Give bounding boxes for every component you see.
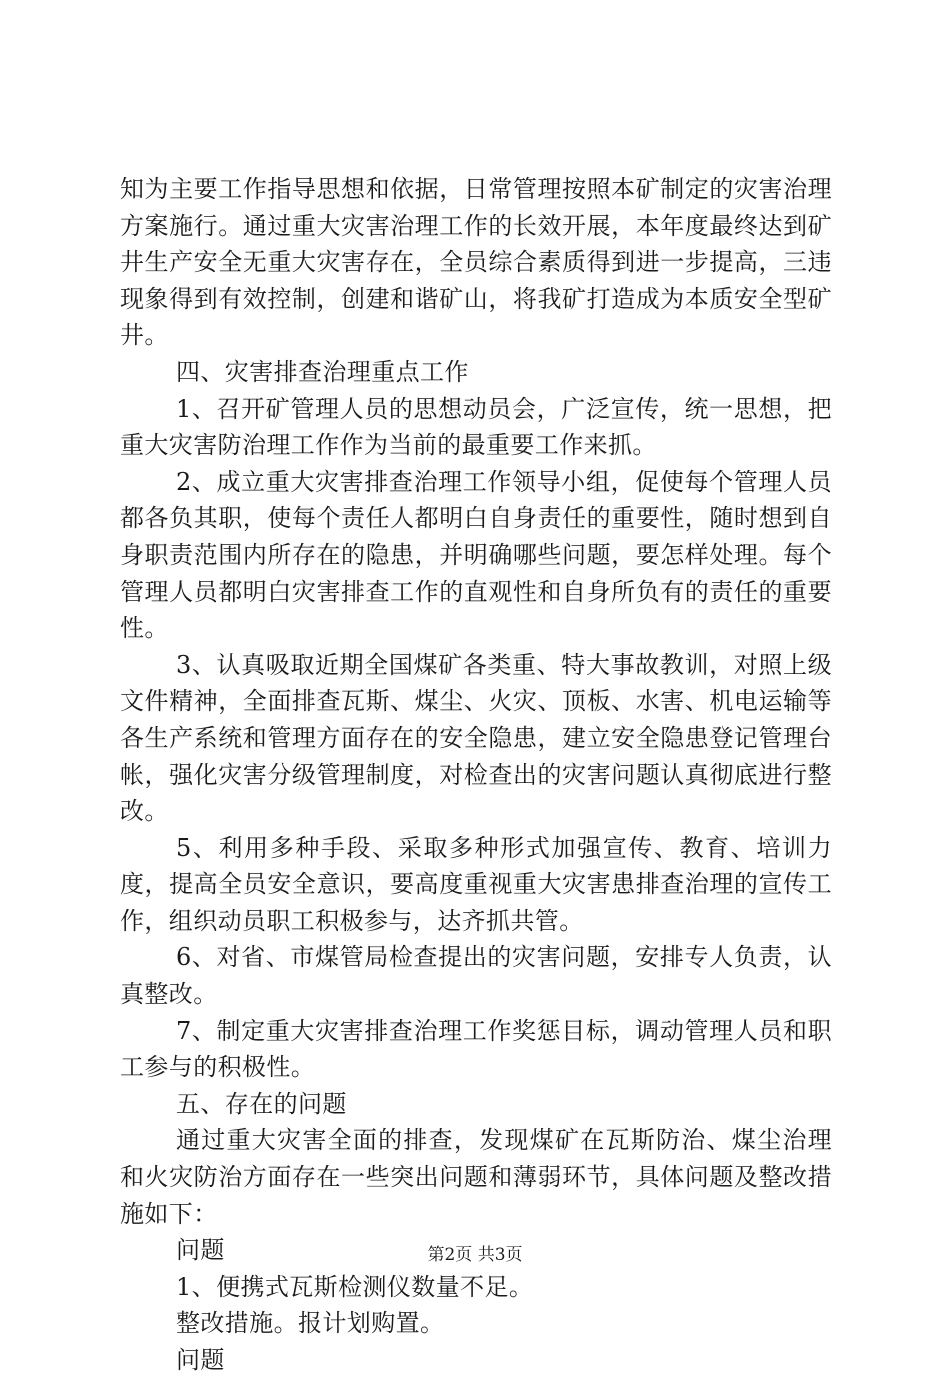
section-heading-five: 五、存在的问题: [176, 1089, 347, 1118]
paragraph-item-5: 5、利用多种手段、采取多种形式加强宣传、教育、培训力度，提高全员安全意识，要高度重视重大灾害患排查治理的宣传工作，组织动员职工积极参与，达齐抓共管。: [120, 833, 832, 935]
section-heading-four: 四、灾害排查治理重点工作: [176, 357, 469, 386]
page-number-footer: 第2页 共3页: [427, 1245, 523, 1265]
remediation-measure: 整改措施。报计划购置。: [176, 1309, 445, 1338]
document-body: [120, 171, 832, 1379]
paragraph-issues-intro: 通过重大灾害全面的排查，发现煤矿在瓦斯防治、煤尘治理和火灾防治方面存在一些突出问题和薄弱环节，具体问题及整改措施如下：: [120, 1126, 832, 1228]
issue-label: 问题: [176, 1236, 225, 1265]
paragraph-item-1: 1、召开矿管理人员的思想动员会，广泛宣传，统一思想，把重大灾害防治理工作作为当前的最重要工作来抓。: [120, 394, 832, 460]
issue-item-1: 1、便携式瓦斯检测仪数量不足。: [176, 1272, 534, 1301]
paragraph-item-6: 6、对省、市煤管局检查提出的灾害问题，安排专人负责，认真整改。: [120, 943, 832, 1009]
paragraph-item-3: 3、认真吸取近期全国煤矿各类重、特大事故教训，对照上级文件精神，全面排查瓦斯、煤尘、火灾、顶板、水害、机电运输等各生产系统和管理方面存在的安全隐患，建立安全隐患登记管理台帐，强化灾害分级管理制度，对检查出的灾害问题认真彻底进行整改。: [120, 650, 832, 826]
issue-label: 问题: [176, 1346, 225, 1374]
paragraph-item-2: 2、成立重大灾害排查治理工作领导小组，促使每个管理人员都各负其职，使每个责任人都明白自身责任的重要性，随时想到自身职责范围内所存在的隐患，并明确哪些问题，要怎样处理。每个管理人员都明白灾害排查工作的直观性和自身所负有的责任的重要性。: [120, 467, 832, 643]
paragraph-continuation: 知为主要工作指导思想和依据，日常管理按照本矿制定的灾害治理方案施行。通过重大灾害治理工作的长效开展，本年度最终达到矿井生产安全无重大灾害存在，全员综合素质得到进一步提高，三违现象得到有效控制，创建和谐矿山，将我矿打造成为本质安全型矿井。: [120, 175, 832, 350]
paragraph-item-7: 7、制定重大灾害排查治理工作奖惩目标，调动管理人员和职工参与的积极性。: [120, 1016, 832, 1082]
